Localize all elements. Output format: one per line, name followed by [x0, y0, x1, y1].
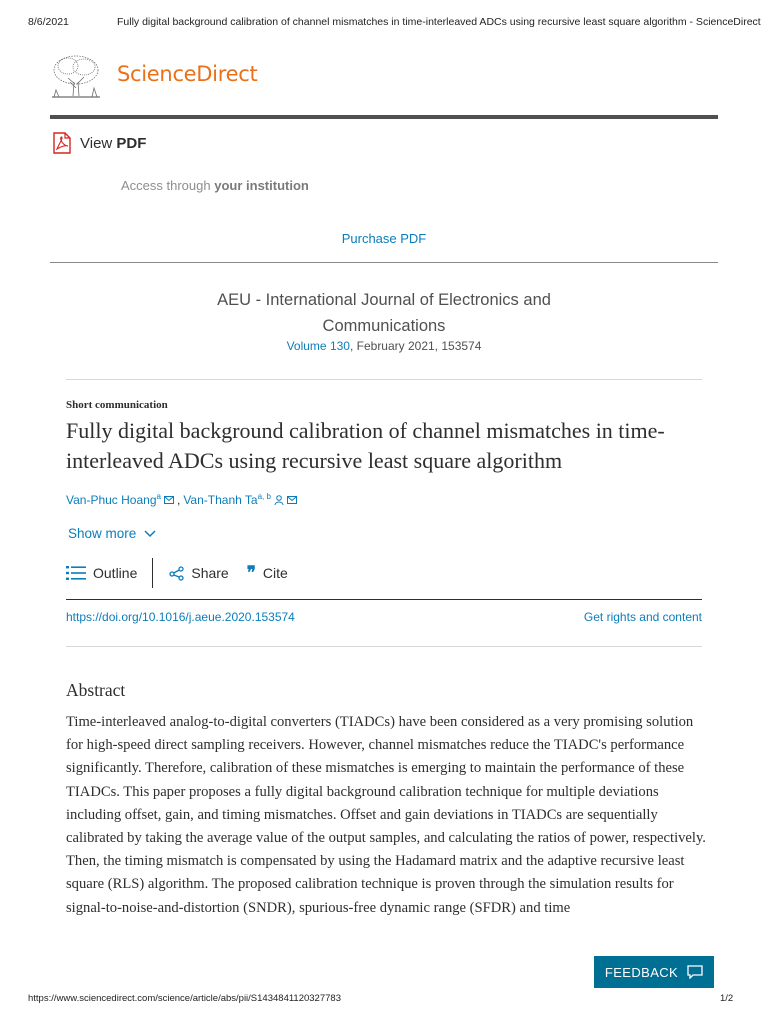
print-url: https://www.sciencedirect.com/science/article/abs/pii/S1434841120327783 — [28, 993, 341, 1004]
article-type: Short communication — [66, 399, 168, 411]
share-button[interactable] — [169, 565, 228, 581]
elsevier-tree-logo[interactable] — [48, 52, 104, 100]
feedback-label: FEEDBACK — [604, 964, 679, 980]
email-icon[interactable] — [164, 496, 174, 504]
author-link[interactable] — [66, 492, 161, 507]
doi-link[interactable]: https://doi.org/10.1016/j.aeue.2020.153574 — [66, 610, 295, 624]
journal-name[interactable]: AEU - International Journal of Electronics and Communications — [217, 291, 551, 335]
print-page-number: 1/2 — [720, 993, 734, 1004]
print-page-title: Fully digital background calibration of channel mismatches in time-interleaved ADCs using recursive least square algorithm - ScienceDirect — [117, 16, 761, 28]
feedback-button[interactable] — [594, 956, 714, 988]
share-icon — [169, 566, 184, 581]
author-list — [66, 492, 297, 507]
email-icon[interactable] — [287, 496, 297, 504]
article-toolbar — [66, 557, 288, 589]
author-link[interactable] — [183, 492, 271, 507]
author-separator: , — [176, 492, 181, 507]
journal-divider — [66, 379, 702, 380]
outline-label: Outline — [93, 565, 138, 581]
quote-icon: ❞ — [246, 562, 256, 583]
cite-button[interactable] — [246, 562, 288, 583]
header-divider — [50, 115, 718, 119]
volume-details: , February 2021, 153574 — [349, 339, 482, 353]
toolbar-divider — [152, 558, 153, 588]
view-pdf-bold: PDF — [116, 134, 147, 152]
chevron-down-icon — [144, 530, 156, 538]
volume-info — [0, 339, 768, 353]
author-affiliation: a, b — [257, 492, 271, 501]
access-prefix: Access through — [121, 178, 211, 193]
chat-bubble-icon — [687, 965, 703, 979]
article-title: Fully digital background calibration of channel mismatches in time-interleaved ADCs using recursive least square algorithm — [66, 418, 665, 473]
purchase-pdf-link[interactable]: Purchase PDF — [341, 231, 427, 246]
access-through-institution-link[interactable] — [121, 178, 309, 193]
person-icon[interactable] — [274, 495, 284, 505]
access-institution: your institution — [214, 178, 309, 193]
doi-divider — [66, 646, 702, 647]
author-name: Van-Phuc Hoang — [66, 493, 157, 507]
show-more-label: Show more — [68, 526, 137, 541]
outline-button[interactable] — [66, 565, 137, 581]
volume-link[interactable]: Volume 130 — [286, 339, 350, 353]
access-divider — [50, 262, 718, 263]
brand-name[interactable]: ScienceDirect — [117, 62, 258, 86]
share-label: Share — [191, 565, 229, 581]
print-date: 8/6/2021 — [28, 16, 69, 28]
toolbar-divider-line — [66, 599, 702, 600]
show-more-button[interactable] — [68, 526, 156, 541]
rights-link[interactable]: Get rights and content — [583, 610, 702, 624]
outline-list-icon — [66, 565, 86, 581]
pdf-icon — [52, 132, 72, 154]
view-pdf-button[interactable] — [52, 131, 146, 155]
cite-label: Cite — [262, 565, 288, 581]
author-name: Van-Thanh Ta — [183, 493, 258, 507]
abstract-text: Time-interleaved analog-to-digital converters (TIADCs) have been considered as a very promising solution for high-speed direct sampling receivers. However, channel mismatches reduce the TIADC's performance significantly. Therefore, calibration of these mismatches is emerging to maintain the performance of these TIADCs. This paper proposes a fully digital background calibration technique for multiple deviations including offset, gain, and timing mismatches. Offset and gain deviations in TIADCs are sequentially calibrated by taking the average value of the output samples, and calculating the ratios of power, respectively. Then, the timing mismatch is compensated by using the Hadamard matrix and the adaptive recursive least square (RLS) algorithm. The proposed calibration technique is proven through the simulation results for signal-to-noise-and-distortion (SNDR), spurious-free dynamic range (SFDR) and time — [66, 714, 706, 916]
author-affiliation: a — [156, 492, 161, 501]
view-pdf-prefix: View — [80, 134, 113, 152]
abstract-heading: Abstract — [66, 680, 126, 700]
